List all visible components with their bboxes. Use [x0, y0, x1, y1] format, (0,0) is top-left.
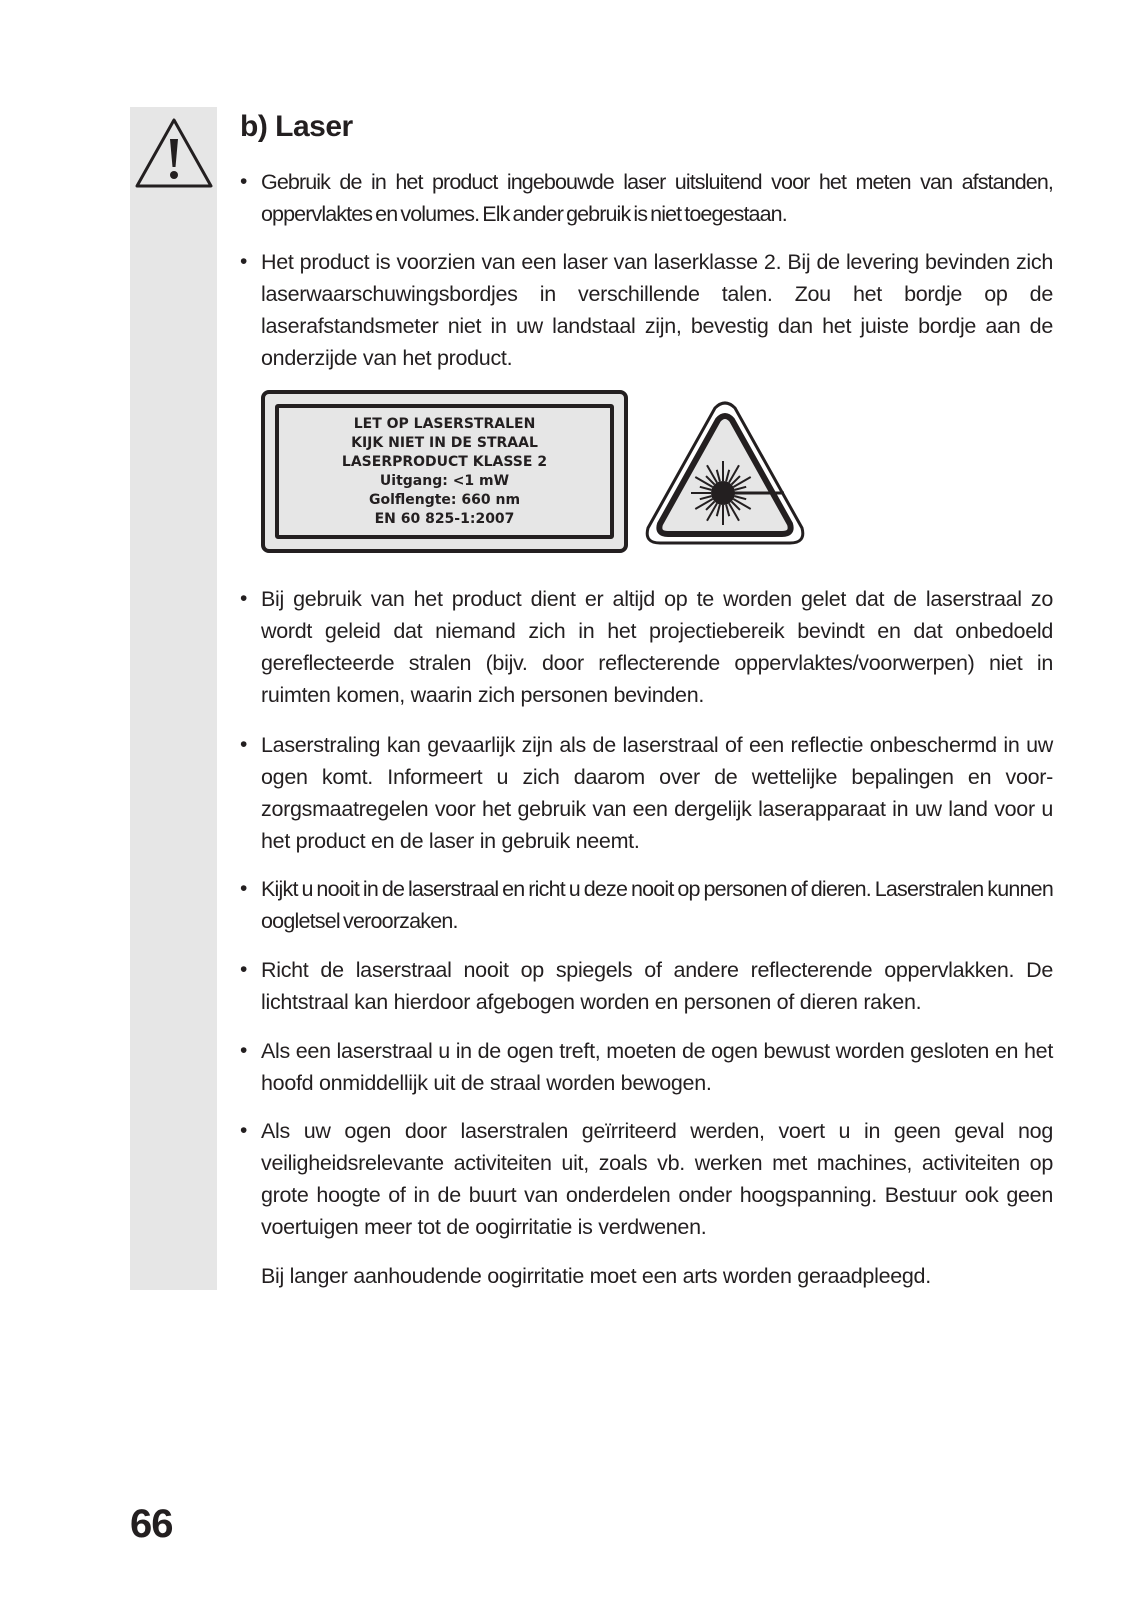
bullet-symbol: •	[240, 733, 248, 756]
bullet-item-laser-class: Het product is voorzien van een laser van laserklasse 2. Bij de levering bevinden zich laserwaarschuwingsbordjes in verschillende talen. Zou het bordje op de laserafstandsmeter niet in uw landstaal zijn, bevestig dan het juiste bordje aan de onderzijde van het product.	[261, 250, 1053, 370]
section-heading: b) Laser	[240, 110, 353, 143]
warning-sidebar	[130, 107, 217, 1290]
page-number: 66	[130, 1502, 173, 1546]
laser-radiation-triangle-icon	[644, 400, 806, 547]
bullet-item-usage: Gebruik de in het product ingebouwde laser uitsluitend voor het meten van afstanden, oppervlaktes en volumes. Elk ander gebruik is niet toegestaan.	[261, 170, 1053, 226]
bullet-symbol: •	[240, 250, 248, 273]
bullet-item-mirrors: Richt de laserstraal nooit op spiegels of andere reflecterende oppervlakken. De lichtstraal kan hierdoor afgebogen worden en personen of dieren raken.	[261, 958, 1053, 1014]
bullet-symbol: •	[240, 958, 248, 981]
bullet-item-eye-exposure: Als een laserstraal u in de ogen treft, moeten de ogen bewust worden gesloten en het hoofd onmiddellijk uit de straal worden bewogen.	[261, 1039, 1053, 1095]
closing-paragraph: Bij langer aanhoudende oogirritatie moet een arts worden geraadpleegd.	[261, 1264, 931, 1288]
exclamation-triangle-icon	[134, 117, 214, 189]
bullet-symbol: •	[240, 1119, 248, 1142]
laser-warning-label-text	[275, 404, 614, 539]
bullet-item-radiation-danger: Laserstraling kan gevaarlijk zijn als de laserstraal of een reflectie onbeschermd in uw ogen komt. Informeert u zich daarom over de wettelijke bepalingen en voor-zorgsmaatregelen voor het gebruik van een dergelijk laserapparaat in uw land voor u het product en de laser in gebruik neemt.	[261, 733, 1053, 853]
bullet-item-eye-injury: Kijkt u nooit in de laserstraal en richt u deze nooit op personen of dieren. Laserstralen kunnen oogletsel veroorzaken.	[261, 877, 1053, 933]
label-line: KIJK NIET IN DE STRAAL	[351, 434, 538, 451]
label-line: LET OP LASERSTRALEN	[353, 415, 536, 432]
label-line: Golflengte: 660 nm	[368, 491, 521, 508]
bullet-symbol: •	[240, 170, 248, 193]
bullet-symbol: •	[240, 587, 248, 610]
bullet-symbol: •	[240, 877, 248, 900]
bullet-item-eye-irritation: Als uw ogen door laserstralen geïrriteerd werden, voert u in geen geval nog veiligheidsrelevante activiteiten uit, zoals vb. werken met machines, activiteiten op grote hoogte of in de buurt van onderdelen onder hoogspanning. Bestuur ook geen voertuigen meer tot de oogirritatie is verdwenen.	[261, 1119, 1053, 1239]
label-line: Uitgang: <1 mW	[379, 472, 510, 489]
bullet-item-beam-direction: Bij gebruik van het product dient er altijd op te worden gelet dat de laserstraal zo wordt geleid dat niemand zich in het projectiebereik bevindt en dat onbedoeld gereflecteerde stralen (bijv. door reflecterende oppervlaktes/voorwerpen) niet in ruimten komen, waarin zich personen bevinden.	[261, 587, 1053, 707]
bullet-symbol: •	[240, 1039, 248, 1062]
laser-warning-label	[261, 390, 628, 553]
label-line: LASERPRODUCT KLASSE 2	[341, 453, 548, 470]
label-line: EN 60 825-1:2007	[374, 510, 515, 527]
